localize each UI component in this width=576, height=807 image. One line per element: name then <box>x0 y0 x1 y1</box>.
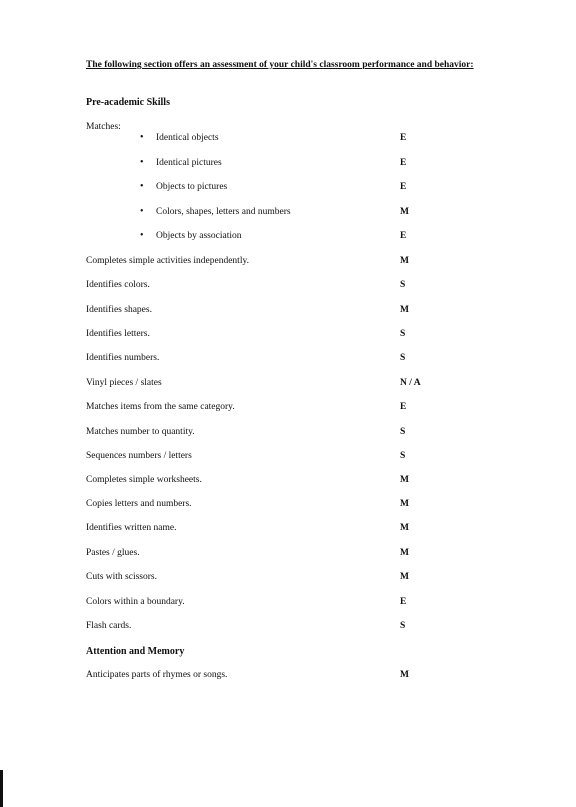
skill-item-label: Sequences numbers / letters <box>86 451 192 461</box>
match-item-label: Identical objects <box>156 133 219 143</box>
skill-item-label: Identifies written name. <box>86 523 177 533</box>
skill-item-label: Identifies shapes. <box>86 305 152 315</box>
match-item-rating: E <box>400 231 407 241</box>
skill-item-rating: S <box>400 621 406 631</box>
match-item-rating: E <box>400 158 407 168</box>
bullet-icon: • <box>140 157 144 168</box>
skill-item-label: Completes simple worksheets. <box>86 475 202 485</box>
intro-text: The following section offers an assessment of your child's classroom performance and behavior: <box>86 60 474 70</box>
section-heading-attention: Attention and Memory <box>86 646 185 657</box>
skill-item-rating: M <box>400 499 409 509</box>
skill-item-label: Vinyl pieces / slates <box>86 378 162 388</box>
bullet-icon: • <box>140 230 144 241</box>
skill-item-rating: S <box>400 280 406 290</box>
skill-item-rating: M <box>400 256 409 266</box>
scan-edge-mark <box>0 770 3 807</box>
skill-item-label: Copies letters and numbers. <box>86 499 192 509</box>
skill-item-rating: M <box>400 670 409 680</box>
skill-item-rating: M <box>400 523 409 533</box>
skill-item-label: Identifies letters. <box>86 329 150 339</box>
skill-item-rating: S <box>400 427 406 437</box>
match-item-rating: M <box>400 207 409 217</box>
skill-item-rating: M <box>400 305 409 315</box>
skill-item-label: Flash cards. <box>86 621 132 631</box>
match-item-label: Objects to pictures <box>156 182 228 192</box>
match-item-rating: E <box>400 182 407 192</box>
skill-item-label: Identifies numbers. <box>86 353 160 363</box>
skill-item-rating: M <box>400 475 409 485</box>
match-item-label: Colors, shapes, letters and numbers <box>156 207 291 217</box>
skill-item-rating: E <box>400 597 407 607</box>
match-item-rating: E <box>400 133 407 143</box>
match-item-label: Identical pictures <box>156 158 222 168</box>
bullet-icon: • <box>140 132 144 143</box>
skill-item-label: Completes simple activities independently. <box>86 256 249 266</box>
skill-item-rating: S <box>400 451 406 461</box>
skill-item-rating: M <box>400 572 409 582</box>
match-item-label: Objects by association <box>156 231 242 241</box>
matches-label: Matches: <box>86 122 121 132</box>
skill-item-rating: S <box>400 329 406 339</box>
skill-item-rating: M <box>400 548 409 558</box>
skill-item-rating: E <box>400 402 407 412</box>
skill-item-label: Cuts with scissors. <box>86 572 157 582</box>
skill-item-label: Matches items from the same category. <box>86 402 235 412</box>
skill-item-rating: N / A <box>400 378 421 388</box>
bullet-icon: • <box>140 181 144 192</box>
skill-item-rating: S <box>400 353 406 363</box>
skill-item-label: Identifies colors. <box>86 280 150 290</box>
skill-item-label: Colors within a boundary. <box>86 597 185 607</box>
skill-item-label: Pastes / glues. <box>86 548 140 558</box>
bullet-icon: • <box>140 206 144 217</box>
skill-item-label: Matches number to quantity. <box>86 427 195 437</box>
skill-item-label: Anticipates parts of rhymes or songs. <box>86 670 228 680</box>
section-heading-pre-academic: Pre-academic Skills <box>86 97 170 108</box>
